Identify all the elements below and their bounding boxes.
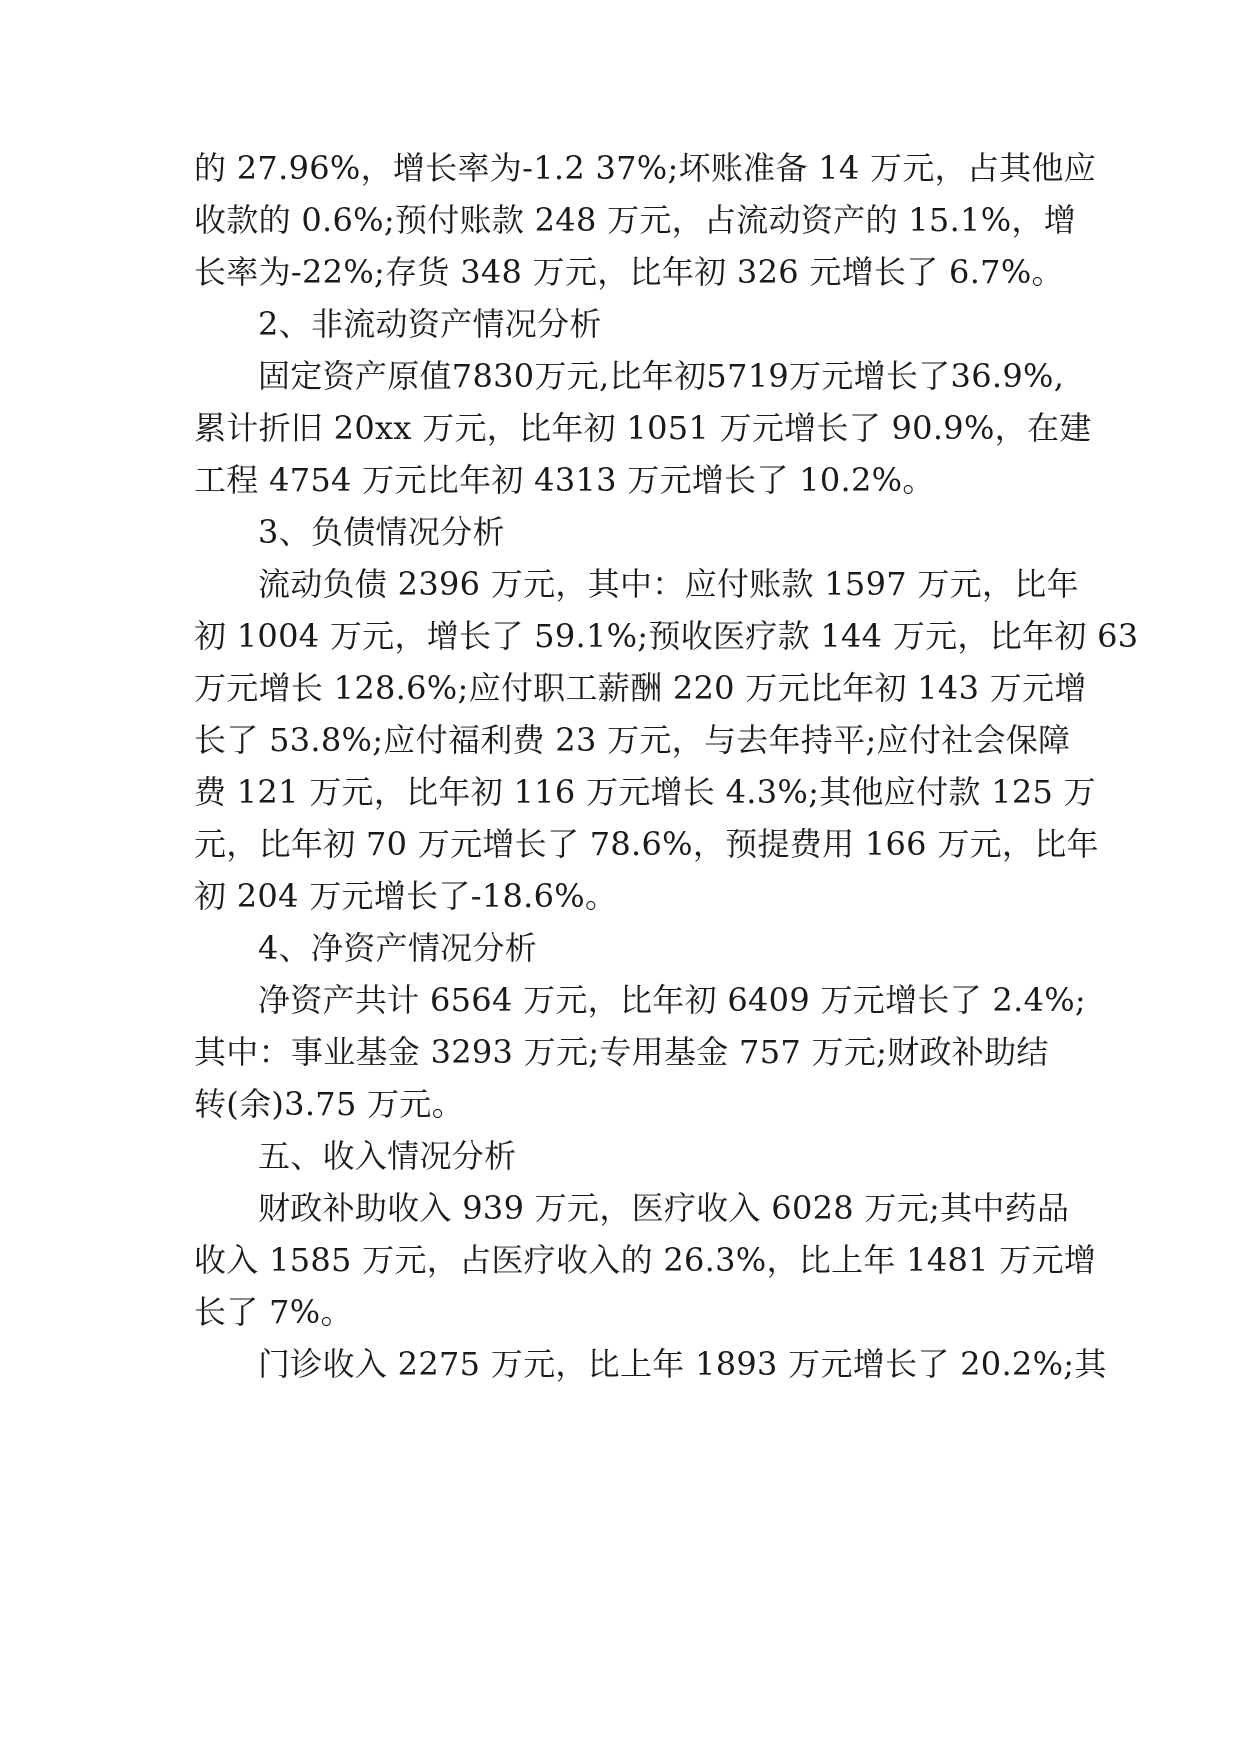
body-text-line: 工程 4754 万元比年初 4313 万元增长了 10.2%。 <box>194 461 935 499</box>
body-text-line: 门诊收入 2275 万元，比上年 1893 万元增长了 20.2%;其 <box>258 1345 1107 1383</box>
body-text-line: 长了 53.8%;应付福利费 23 万元，与去年持平;应付社会保障 <box>194 721 1071 759</box>
body-text-line: 财政补助收入 939 万元，医疗收入 6028 万元;其中药品 <box>258 1189 1070 1227</box>
section-heading: 五、收入情况分析 <box>258 1137 517 1175</box>
body-text-line: 收款的 0.6%;预付账款 248 万元，占流动资产的 15.1%，增 <box>194 201 1077 239</box>
body-text-line: 其中：事业基金 3293 万元;专用基金 757 万元;财政补助结 <box>194 1033 1049 1071</box>
body-text-line: 长了 7%。 <box>194 1293 353 1331</box>
section-heading: 3、负债情况分析 <box>258 513 505 551</box>
body-text-line: 累计折旧 20xx 万元，比年初 1051 万元增长了 90.9%，在建 <box>194 409 1092 447</box>
body-text-line: 收入 1585 万元，占医疗收入的 26.3%，比上年 1481 万元增 <box>194 1241 1097 1279</box>
body-text-line: 初 204 万元增长了-18.6%。 <box>194 877 618 915</box>
body-text-line: 的 27.96%，增长率为-1.2 37%;坏账准备 14 万元，占其他应 <box>194 149 1097 187</box>
section-heading: 4、净资产情况分析 <box>258 929 538 967</box>
body-text-line: 转(余)3.75 万元。 <box>194 1085 464 1123</box>
body-text-line: 元，比年初 70 万元增长了 78.6%，预提费用 166 万元，比年 <box>194 825 1099 863</box>
section-heading: 2、非流动资产情况分析 <box>258 305 602 343</box>
body-text-line: 初 1004 万元，增长了 59.1%;预收医疗款 144 万元，比年初 63 <box>194 617 1139 655</box>
body-text-line: 净资产共计 6564 万元，比年初 6409 万元增长了 2.4%; <box>258 981 1087 1019</box>
body-text-line: 费 121 万元，比年初 116 万元增长 4.3%;其他应付款 125 万 <box>194 773 1096 811</box>
body-text-line: 万元增长 128.6%;应付职工薪酬 220 万元比年初 143 万元增 <box>194 669 1087 707</box>
body-text-line: 流动负债 2396 万元，其中：应付账款 1597 万元，比年 <box>258 565 1079 603</box>
body-text-line: 长率为-22%;存货 348 万元，比年初 326 元增长了 6.7%。 <box>194 253 1064 291</box>
body-text-line: 固定资产原值7830万元,比年初5719万元增长了36.9%, <box>258 357 1065 395</box>
